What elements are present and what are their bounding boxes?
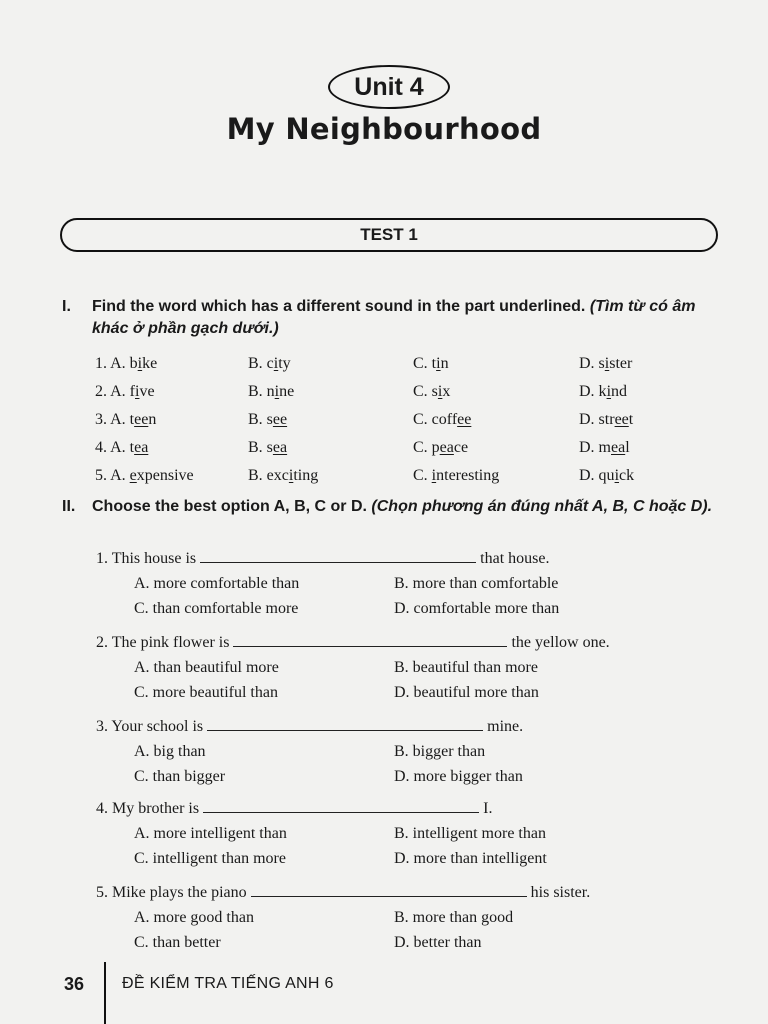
word-part: C. t xyxy=(413,355,437,372)
option-d: D. comfortable more than xyxy=(394,600,560,617)
word-part: 4. A. t xyxy=(95,439,135,456)
underlined-sound: ee xyxy=(457,411,472,428)
stem-text: My brother is xyxy=(108,800,204,817)
word-part: t xyxy=(628,411,634,428)
stem-text: the yellow one. xyxy=(507,634,610,651)
section-1-instruction-vi: (Tìm từ có âm khác ở phần gạch dưới.) xyxy=(92,298,696,337)
word-part: C. s xyxy=(413,383,438,400)
word-part: ne xyxy=(279,383,295,400)
option-b: B. more than good xyxy=(394,909,514,926)
word-part: xpensive xyxy=(136,467,194,484)
section-1-number: I. xyxy=(62,298,71,315)
word-part: ck xyxy=(619,467,635,484)
word-part: D. str xyxy=(579,411,615,428)
underlined-sound: ea xyxy=(134,439,149,456)
option-word xyxy=(413,354,449,374)
option-word xyxy=(248,354,291,374)
underlined-sound: i xyxy=(288,467,294,484)
question-number: 1. xyxy=(96,550,108,567)
word-part: ty xyxy=(278,355,291,372)
section-2-instruction-vi: (Chọn phương án đúng nhất A, B, C hoặc D). xyxy=(371,498,713,515)
word-part: B. c xyxy=(248,355,274,372)
option-a: A. more comfortable than xyxy=(134,575,300,592)
question-stem xyxy=(96,548,549,569)
test-banner xyxy=(60,218,718,252)
option-d: D. beautiful more than xyxy=(394,684,539,701)
word-part: D. m xyxy=(579,439,611,456)
question-stem xyxy=(96,882,590,903)
option-b: B. bigger than xyxy=(394,743,486,760)
word-part: 1. A. b xyxy=(95,355,138,372)
option-word xyxy=(413,466,499,486)
option-a: A. big than xyxy=(134,743,206,760)
option-word xyxy=(248,382,294,402)
word-part: l xyxy=(625,439,630,456)
word-part: 5. A. xyxy=(95,467,130,484)
word-part: ce xyxy=(453,439,469,456)
word-part: C. xyxy=(413,467,432,484)
test-label: TEST 1 xyxy=(360,225,418,244)
option-d: D. better than xyxy=(394,934,482,951)
option-word xyxy=(95,354,157,374)
question-stem xyxy=(96,716,523,737)
section-1-instruction-en: Find the word which has a different sound in the part underlined. xyxy=(92,298,586,315)
underlined-sound: ee xyxy=(614,411,629,428)
option-word xyxy=(95,438,148,458)
word-part: nteresting xyxy=(436,467,500,484)
section-2-number: II. xyxy=(62,498,76,515)
word-part: n xyxy=(440,355,449,372)
underlined-sound: i xyxy=(437,383,443,400)
underlined-sound: ee xyxy=(134,411,149,428)
underlined-sound: i xyxy=(606,383,612,400)
option-word xyxy=(248,438,287,458)
underlined-sound: ee xyxy=(272,411,288,428)
footer-divider xyxy=(104,962,106,1024)
option-word xyxy=(95,382,155,402)
question-stem xyxy=(96,632,610,653)
page-title: My Neighbourhood xyxy=(226,112,542,146)
stem-text: Mike plays the piano xyxy=(108,884,251,901)
word-part: x xyxy=(442,383,451,400)
word-part: nd xyxy=(611,383,628,400)
section-2-heading xyxy=(62,496,732,542)
stem-text: The pink flower is xyxy=(108,634,234,651)
option-c: C. than bigger xyxy=(134,768,226,785)
question-number: 4. xyxy=(96,800,108,817)
option-word xyxy=(579,438,630,458)
unit-label xyxy=(328,65,450,109)
question-number: 3. xyxy=(96,718,108,735)
stem-text: This house is xyxy=(108,550,201,567)
answer-blank[interactable] xyxy=(207,716,483,731)
answer-blank[interactable] xyxy=(233,632,507,647)
answer-blank[interactable] xyxy=(251,882,527,897)
underlined-sound: ea xyxy=(439,439,454,456)
underlined-sound: i xyxy=(436,355,441,372)
option-c: C. more beautiful than xyxy=(134,684,278,701)
option-word xyxy=(413,410,471,430)
underlined-sound: ea xyxy=(272,439,288,456)
word-part: B. n xyxy=(248,383,275,400)
answer-blank[interactable] xyxy=(203,798,479,813)
option-a: A. more good than xyxy=(134,909,254,926)
word-part: 3. A. t xyxy=(95,411,135,428)
underlined-sound: i xyxy=(135,383,140,400)
option-word xyxy=(95,410,156,430)
option-c: C. than comfortable more xyxy=(134,600,299,617)
word-part: D. qu xyxy=(579,467,615,484)
option-word xyxy=(579,382,627,402)
option-a: A. more intelligent than xyxy=(134,825,287,842)
stem-text: his sister. xyxy=(526,884,591,901)
underlined-sound: i xyxy=(137,355,143,372)
section-1-heading xyxy=(62,296,732,342)
option-word xyxy=(248,410,287,430)
stem-text: that house. xyxy=(476,550,550,567)
option-b: B. intelligent more than xyxy=(394,825,546,842)
word-part: 2. A. f xyxy=(95,383,135,400)
question-number: 5. xyxy=(96,884,108,901)
word-part: ster xyxy=(609,355,633,372)
unit-text: Unit 4 xyxy=(354,72,424,101)
option-word xyxy=(248,466,318,486)
word-part: ke xyxy=(142,355,158,372)
underlined-sound: e xyxy=(129,467,137,484)
word-part: D. s xyxy=(579,355,605,372)
word-part: ting xyxy=(293,467,319,484)
option-d: D. more bigger than xyxy=(394,768,523,785)
option-word xyxy=(413,438,468,458)
word-part: n xyxy=(148,411,157,428)
word-part: B. s xyxy=(248,411,273,428)
option-d: D. more than intelligent xyxy=(394,850,547,867)
option-word xyxy=(95,466,194,486)
option-word xyxy=(579,410,633,430)
section-1-instruction xyxy=(92,296,732,340)
word-part: C. p xyxy=(413,439,440,456)
option-a: A. than beautiful more xyxy=(134,659,279,676)
word-part: ve xyxy=(139,383,155,400)
option-c: C. intelligent than more xyxy=(134,850,286,867)
underlined-sound: i xyxy=(274,383,280,400)
option-b: B. more than comfortable xyxy=(394,575,559,592)
option-word xyxy=(413,382,450,402)
section-2-instruction xyxy=(92,496,732,518)
underlined-sound: ea xyxy=(611,439,626,456)
answer-blank[interactable] xyxy=(200,548,476,563)
word-part: D. k xyxy=(579,383,607,400)
option-c: C. than better xyxy=(134,934,221,951)
section-2-instruction-en: Choose the best option A, B, C or D. xyxy=(92,498,367,515)
stem-text: I. xyxy=(479,800,493,817)
option-word xyxy=(579,466,634,486)
underlined-sound: i xyxy=(604,355,610,372)
word-part: B. exc xyxy=(248,467,289,484)
stem-text: mine. xyxy=(483,718,524,735)
page-number: 36 xyxy=(64,974,85,994)
option-word xyxy=(579,354,632,374)
word-part: C. coff xyxy=(413,411,458,428)
underlined-sound: i xyxy=(273,355,279,372)
underlined-sound: i xyxy=(431,467,437,484)
option-b: B. beautiful than more xyxy=(394,659,538,676)
book-title: ĐỀ KIỂM TRA TIẾNG ANH 6 xyxy=(122,975,334,992)
word-part: B. s xyxy=(248,439,273,456)
question-stem xyxy=(96,798,492,819)
question-number: 2. xyxy=(96,634,108,651)
stem-text: Your school is xyxy=(108,718,208,735)
underlined-sound: i xyxy=(614,467,620,484)
